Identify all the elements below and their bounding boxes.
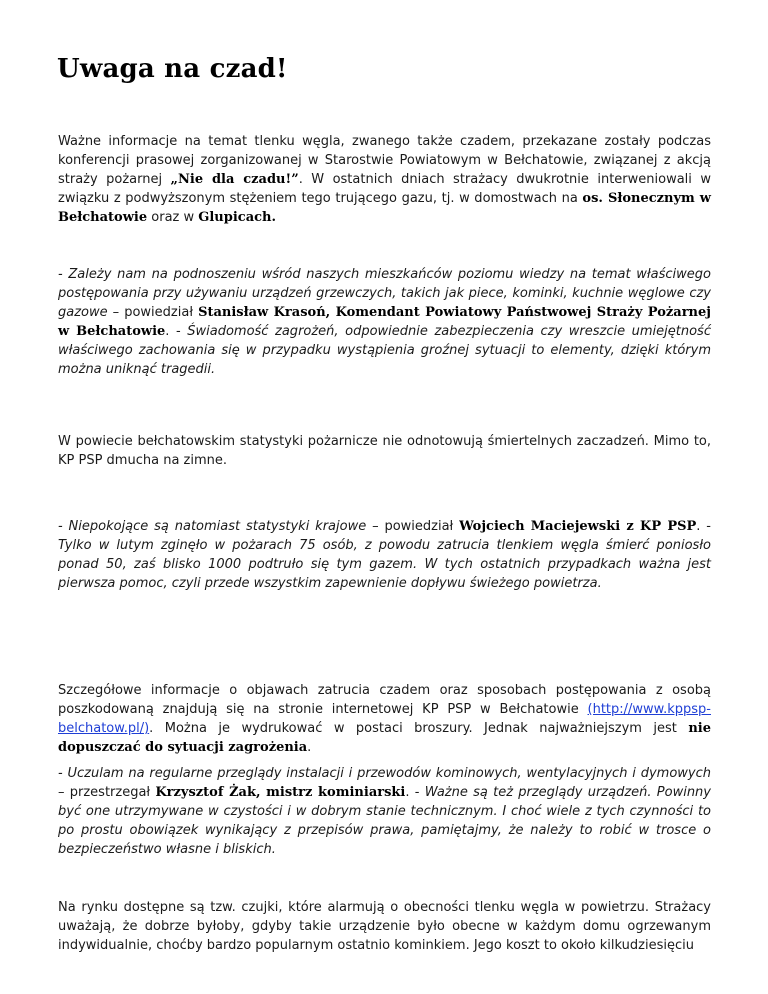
italic-quote: - Niepokojące są natomiast statystyki krajowe (58, 519, 367, 534)
text: – powiedział (366, 519, 460, 534)
paragraph-quote-zak (58, 764, 711, 859)
text: . Można je wydrukować w postaci broszury. Jednak najważniejszym jest (149, 721, 689, 736)
bold-text: nie dopuszczać do sytuacji zagrożenia (58, 721, 711, 755)
bold-text: Wojciech Maciejewski z KP PSP (459, 519, 697, 534)
bold-text: Glupicach. (198, 210, 277, 225)
paragraph-detectors (58, 898, 711, 955)
italic-quote: - Uczulam na regularne przeglądy instalacji i przewodów kominowych, wentylacyjnych i dymowych (58, 766, 711, 781)
bold-text: os. Słonecznym w Bełchatowie (58, 191, 711, 225)
text: – przestrzegał (58, 785, 156, 800)
italic-quote: Ważne są też przeglądy urządzeń. Powinny być one utrzymywane w czystości i w dobrym stanie technicznym. I choć wiele z tych czynności to po prostu obowiązek wynikający z przepisów prawa, pamiętajmy, że należy to robić w trosce o bezpieczeństwo własne i bliskich. (58, 785, 711, 857)
paragraph-quote-maciejewski (58, 517, 711, 593)
text: Szczegółowe informacje o objawach zatrucia czadem oraz sposobach postępowania z osobą poszkodowaną znajdują się na stronie internetowej KP PSP w Bełchatowie (58, 683, 711, 717)
italic-quote: - Zależy nam na podnoszeniu wśród naszych mieszkańców poziomu wiedzy na temat właściwego postępowania przy używaniu urządzeń grzewczych, takich jak piece, kominki, kuchnie węglowe czy gazowe (58, 267, 711, 320)
italic-quote: Świadomość zagrożeń, odpowiednie zabezpieczenia czy wreszcie umiejętność właściwego zachowania się w przypadku wystąpienia groźnej sytuacji to elementy, dzięki którym można uniknąć tragedii. (58, 324, 711, 377)
text: . W ostatnich dniach strażacy dwukrotnie interweniowali w związku z podwyższonym stężeniem tego trującego gazu, tj. w domostwach na (58, 172, 711, 206)
text: . - (405, 785, 425, 800)
paragraph-intro (58, 132, 711, 227)
website-link[interactable]: (http://www.kppsp-belchatow.pl/) (58, 702, 711, 736)
text: . - (165, 324, 188, 339)
text: oraz w (147, 210, 199, 225)
paragraph-statistics (58, 432, 711, 470)
italic-quote: Tylko w lutym zginęło w pożarach 75 osób, z powodu zatrucia tlenkiem węgla śmierć poniosło ponad 50, zaś blisko 1000 podtruło się tym gazem. W tych ostatnich przypadkach ważna jest pierwsza pomoc, czyli przede wszystkim zapewnienie dopływu świeżego powietrza. (58, 538, 711, 591)
page-title: Uwaga na czad! (57, 54, 288, 84)
paragraph-website-info (58, 681, 711, 757)
paragraph-quote-krason (58, 265, 711, 379)
text: Na rynku dostępne są tzw. czujki, które alarmują o obecności tlenku węgla w powietrzu. Strażacy uważają, że dobrze byłoby, gdyby takie urządzenie było obecne w każdym domu ogrzewanym indywidualnie, choćby bardzo popularnym ostatnio kominkiem. Jego koszt to około kilkudziesięciu (58, 900, 711, 953)
bold-text: Krzysztof Żak, mistrz kominiarski (155, 785, 406, 800)
bold-text: „Nie dla czadu!” (170, 172, 299, 187)
text: – powiedział (107, 305, 199, 320)
text: Ważne informacje na temat tlenku węgla, zwanego także czadem, przekazane zostały podczas konferencji prasowej zorganizowanej w Starostwie Powiatowym w Bełchatowie, związanej z akcją straży pożarnej (58, 134, 711, 187)
text: . (307, 740, 312, 755)
text: . - (696, 519, 711, 534)
bold-text: Stanisław Krasoń, Komendant Powiatowy Państwowej Straży Pożarnej w Bełchatowie (58, 305, 711, 339)
text: W powiecie bełchatowskim statystyki pożarnicze nie odnotowują śmiertelnych zaczadzeń. Mimo to, KP PSP dmucha na zimne. (58, 434, 711, 468)
